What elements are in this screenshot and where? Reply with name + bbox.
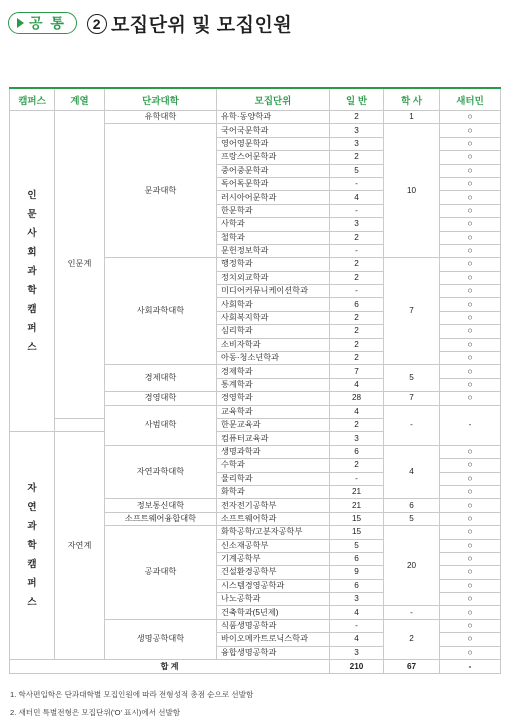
unit-cell: 행정학과 [217, 258, 330, 271]
unit-cell: 융합생명공학과 [217, 646, 330, 659]
saetomin-mark: ○ [440, 445, 501, 458]
unit-cell: 교육학과 [217, 405, 330, 418]
bachelor-count: 10 [384, 124, 440, 258]
general-count: 4 [330, 633, 384, 646]
col-college: 단과대학 [105, 88, 217, 111]
unit-cell: 식품생명공학과 [217, 619, 330, 632]
saetomin-mark: ○ [440, 285, 501, 298]
general-count: - [330, 472, 384, 485]
saetomin-mark: ○ [440, 164, 501, 177]
college-cell: 생명공학대학 [105, 619, 217, 659]
college-cell: 경제대학 [105, 365, 217, 392]
title-text: 모집단위 및 모집인원 [110, 14, 293, 36]
saetomin-mark: ○ [440, 646, 501, 659]
general-count: 4 [330, 378, 384, 391]
general-count: 6 [330, 579, 384, 592]
saetomin-mark: ○ [440, 151, 501, 164]
general-count: - [330, 177, 384, 190]
unit-cell: 수학과 [217, 459, 330, 472]
bachelor-count: 7 [384, 258, 440, 365]
unit-cell: 화학공학/고분자공학부 [217, 526, 330, 539]
general-count: 9 [330, 566, 384, 579]
bachelor-count: 2 [384, 619, 440, 659]
general-count: 21 [330, 485, 384, 498]
badge-label: 공 통 [29, 15, 66, 31]
bachelor-count: 20 [384, 526, 440, 606]
college-cell: 정보통신대학 [105, 499, 217, 512]
general-count: 4 [330, 405, 384, 418]
track-cell: 인문계 [55, 111, 105, 419]
saetomin-mark: ○ [440, 271, 501, 284]
unit-cell: 경제학과 [217, 365, 330, 378]
saetomin-mark: ○ [440, 111, 501, 124]
general-count: 2 [330, 325, 384, 338]
footnotes [10, 686, 253, 722]
college-cell: 소프트웨어융합대학 [105, 512, 217, 525]
unit-cell: 소비자학과 [217, 338, 330, 351]
bachelor-count: 7 [384, 392, 440, 405]
saetomin-mark: ○ [440, 378, 501, 391]
col-bachelor: 학 사 [384, 88, 440, 111]
unit-cell: 문헌정보학과 [217, 244, 330, 257]
unit-cell: 심리학과 [217, 325, 330, 338]
saetomin-mark: ○ [440, 298, 501, 311]
saetomin-mark: ○ [440, 177, 501, 190]
unit-cell: 사회학과 [217, 298, 330, 311]
track-cell [55, 418, 105, 431]
unit-cell: 철학과 [217, 231, 330, 244]
unit-cell: 한문교육과 [217, 418, 330, 431]
saetomin-mark: ○ [440, 311, 501, 324]
unit-cell: 생명과학과 [217, 445, 330, 458]
general-count: 2 [330, 231, 384, 244]
general-count: 4 [330, 191, 384, 204]
general-count: - [330, 204, 384, 217]
general-count: - [330, 619, 384, 632]
page-header [8, 10, 292, 36]
general-count: 4 [330, 606, 384, 619]
general-count: 3 [330, 124, 384, 137]
general-count: 3 [330, 137, 384, 150]
general-count: 2 [330, 459, 384, 472]
unit-cell: 아동·청소년학과 [217, 352, 330, 365]
unit-cell: 나노공학과 [217, 593, 330, 606]
table-header-row [10, 88, 501, 111]
saetomin-mark: ○ [440, 392, 501, 405]
general-count: 2 [330, 151, 384, 164]
total-row [10, 660, 501, 674]
saetomin-mark: ○ [440, 606, 501, 619]
college-cell: 공과대학 [105, 526, 217, 620]
col-track: 계열 [55, 88, 105, 111]
general-count: 6 [330, 445, 384, 458]
unit-cell: 건축학과(5년제) [217, 606, 330, 619]
admission-table [9, 87, 501, 674]
unit-cell: 유학·동양학과 [217, 111, 330, 124]
unit-cell: 독어독문학과 [217, 177, 330, 190]
saetomin-mark: ○ [440, 539, 501, 552]
general-count: 2 [330, 111, 384, 124]
col-saetomin: 새터민 [440, 88, 501, 111]
general-count: 28 [330, 392, 384, 405]
saetomin-mark: ○ [440, 593, 501, 606]
table-row [10, 111, 501, 124]
unit-cell: 건설환경공학부 [217, 566, 330, 579]
common-badge [8, 12, 77, 34]
college-cell: 사회과학대학 [105, 258, 217, 365]
saetomin-mark: ○ [440, 137, 501, 150]
saetomin-mark: ○ [440, 338, 501, 351]
unit-cell: 중어중문학과 [217, 164, 330, 177]
saetomin-mark: ○ [440, 231, 501, 244]
saetomin-mark: ○ [440, 499, 501, 512]
unit-cell: 러시아어문학과 [217, 191, 330, 204]
unit-cell: 미디어커뮤니케이션학과 [217, 285, 330, 298]
general-count: 5 [330, 539, 384, 552]
footnote-2: 2. 새터민 특별전형은 모집단위('O' 표시)에서 선발함 [10, 708, 181, 717]
college-cell: 사범대학 [105, 405, 217, 445]
footnote-1: 1. 학사편입학은 단과대학별 모집인원에 따라 전형성적 총점 순으로 선발함 [10, 690, 254, 699]
general-count: 2 [330, 418, 384, 431]
general-count: - [330, 285, 384, 298]
saetomin-mark: ○ [440, 204, 501, 217]
saetomin-mark: - [440, 405, 501, 445]
triangle-icon [17, 18, 24, 28]
saetomin-mark: ○ [440, 512, 501, 525]
unit-cell: 물리학과 [217, 472, 330, 485]
general-count: 2 [330, 258, 384, 271]
campus-cell: 자 연 과 학 캠 퍼 스 [10, 432, 55, 660]
total-general: 210 [330, 660, 384, 674]
saetomin-mark: ○ [440, 485, 501, 498]
unit-cell: 통계학과 [217, 378, 330, 391]
general-count: 2 [330, 338, 384, 351]
bachelor-count: - [384, 405, 440, 445]
general-count: 15 [330, 526, 384, 539]
bachelor-count: 4 [384, 445, 440, 499]
unit-cell: 바이오메카트로닉스학과 [217, 633, 330, 646]
college-cell: 자연과학대학 [105, 445, 217, 499]
unit-cell: 시스템경영공학과 [217, 579, 330, 592]
track-cell: 자연계 [55, 432, 105, 660]
saetomin-mark: ○ [440, 352, 501, 365]
general-count: 2 [330, 352, 384, 365]
unit-cell: 신소재공학부 [217, 539, 330, 552]
saetomin-mark: ○ [440, 258, 501, 271]
total-bachelor: 67 [384, 660, 440, 674]
section-number: 2 [87, 14, 107, 34]
unit-cell: 경영학과 [217, 392, 330, 405]
bachelor-count: 5 [384, 365, 440, 392]
general-count: 6 [330, 298, 384, 311]
general-count: 15 [330, 512, 384, 525]
saetomin-mark: ○ [440, 124, 501, 137]
saetomin-mark: ○ [440, 365, 501, 378]
unit-cell: 프랑스어문학과 [217, 151, 330, 164]
col-campus: 캠퍼스 [10, 88, 55, 111]
general-count: - [330, 244, 384, 257]
general-count: 21 [330, 499, 384, 512]
general-count: 3 [330, 218, 384, 231]
unit-cell: 국어국문학과 [217, 124, 330, 137]
saetomin-mark: ○ [440, 472, 501, 485]
saetomin-mark: ○ [440, 459, 501, 472]
college-cell: 문과대학 [105, 124, 217, 258]
college-cell: 유학대학 [105, 111, 217, 124]
saetomin-mark: ○ [440, 566, 501, 579]
general-count: 7 [330, 365, 384, 378]
bachelor-count: 1 [384, 111, 440, 124]
college-cell: 경영대학 [105, 392, 217, 405]
general-count: 6 [330, 552, 384, 565]
unit-cell: 컴퓨터교육과 [217, 432, 330, 445]
saetomin-mark: ○ [440, 218, 501, 231]
total-label: 합 계 [10, 660, 330, 674]
saetomin-mark: ○ [440, 526, 501, 539]
unit-cell: 정치외교학과 [217, 271, 330, 284]
general-count: 2 [330, 271, 384, 284]
unit-cell: 사회복지학과 [217, 311, 330, 324]
col-unit: 모집단위 [217, 88, 330, 111]
unit-cell: 화학과 [217, 485, 330, 498]
saetomin-mark: ○ [440, 191, 501, 204]
saetomin-mark: ○ [440, 579, 501, 592]
saetomin-mark: ○ [440, 244, 501, 257]
general-count: 2 [330, 311, 384, 324]
unit-cell: 전자전기공학부 [217, 499, 330, 512]
saetomin-mark: ○ [440, 633, 501, 646]
unit-cell: 한문학과 [217, 204, 330, 217]
col-general: 일 반 [330, 88, 384, 111]
total-saetomin: - [440, 660, 501, 674]
bachelor-count: 5 [384, 512, 440, 525]
bachelor-count: 6 [384, 499, 440, 512]
unit-cell: 영어영문학과 [217, 137, 330, 150]
unit-cell: 기계공학부 [217, 552, 330, 565]
page-title [87, 10, 292, 37]
saetomin-mark: ○ [440, 325, 501, 338]
general-count: 3 [330, 646, 384, 659]
general-count: 3 [330, 593, 384, 606]
saetomin-mark: ○ [440, 619, 501, 632]
unit-cell: 소프트웨어학과 [217, 512, 330, 525]
general-count: 5 [330, 164, 384, 177]
unit-cell: 사학과 [217, 218, 330, 231]
campus-cell: 인 문 사 회 과 학 캠 퍼 스 [10, 111, 55, 432]
saetomin-mark: ○ [440, 552, 501, 565]
general-count: 3 [330, 432, 384, 445]
bachelor-count: - [384, 606, 440, 619]
